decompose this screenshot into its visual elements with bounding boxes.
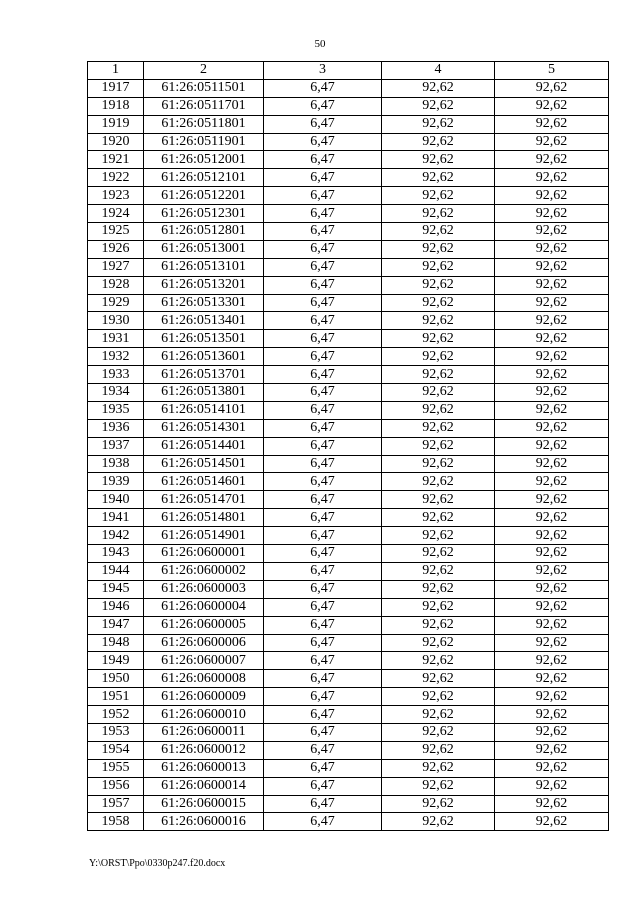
table-row — [88, 205, 609, 223]
value-col4-cell: 92,62 — [382, 151, 495, 169]
cadastral-number-cell: 61:26:0511801 — [144, 115, 264, 133]
value-col5-cell: 92,62 — [495, 294, 609, 312]
value-col4-cell: 92,62 — [382, 115, 495, 133]
row-number-cell: 1937 — [88, 437, 144, 455]
value-col3-cell: 6,47 — [264, 276, 382, 294]
value-col5-cell: 92,62 — [495, 616, 609, 634]
value-col5-cell: 92,62 — [495, 437, 609, 455]
footer-file-path: Y:\ORST\Ppo\0330p247.f20.docx — [89, 858, 226, 869]
row-number-cell: 1948 — [88, 634, 144, 652]
value-col3-cell: 6,47 — [264, 723, 382, 741]
cadastral-number-cell: 61:26:0600012 — [144, 741, 264, 759]
table-row — [88, 562, 609, 580]
row-number-cell: 1918 — [88, 97, 144, 115]
table-row — [88, 276, 609, 294]
value-col4-cell: 92,62 — [382, 598, 495, 616]
value-col4-cell: 92,62 — [382, 79, 495, 97]
value-col3-cell: 6,47 — [264, 509, 382, 527]
value-col4-cell: 92,62 — [382, 562, 495, 580]
value-col4-cell: 92,62 — [382, 616, 495, 634]
table-row — [88, 759, 609, 777]
row-number-cell: 1929 — [88, 294, 144, 312]
row-number-cell: 1955 — [88, 759, 144, 777]
value-col4-cell: 92,62 — [382, 348, 495, 366]
cadastral-number-cell: 61:26:0600014 — [144, 777, 264, 795]
row-number-cell: 1949 — [88, 652, 144, 670]
value-col4-cell: 92,62 — [382, 330, 495, 348]
value-col4-cell: 92,62 — [382, 634, 495, 652]
value-col5-cell: 92,62 — [495, 169, 609, 187]
cadastral-number-cell: 61:26:0512301 — [144, 205, 264, 223]
table-row — [88, 419, 609, 437]
table-header-row — [88, 62, 609, 80]
row-number-cell: 1927 — [88, 258, 144, 276]
value-col3-cell: 6,47 — [264, 223, 382, 241]
value-col4-cell: 92,62 — [382, 706, 495, 724]
value-col3-cell: 6,47 — [264, 151, 382, 169]
row-number-cell: 1942 — [88, 527, 144, 545]
table-row — [88, 187, 609, 205]
table-row — [88, 813, 609, 831]
value-col4-cell: 92,62 — [382, 276, 495, 294]
cadastral-number-cell: 61:26:0600008 — [144, 670, 264, 688]
value-col3-cell: 6,47 — [264, 473, 382, 491]
value-col4-cell: 92,62 — [382, 169, 495, 187]
value-col3-cell: 6,47 — [264, 258, 382, 276]
row-number-cell: 1922 — [88, 169, 144, 187]
row-number-cell: 1956 — [88, 777, 144, 795]
cadastral-number-cell: 61:26:0514501 — [144, 455, 264, 473]
column-header-2: 2 — [144, 62, 264, 80]
row-number-cell: 1926 — [88, 240, 144, 258]
value-col4-cell: 92,62 — [382, 240, 495, 258]
table-row — [88, 97, 609, 115]
value-col5-cell: 92,62 — [495, 759, 609, 777]
value-col4-cell: 92,62 — [382, 312, 495, 330]
value-col3-cell: 6,47 — [264, 366, 382, 384]
table-row — [88, 330, 609, 348]
value-col5-cell: 92,62 — [495, 795, 609, 813]
value-col5-cell: 92,62 — [495, 133, 609, 151]
value-col4-cell: 92,62 — [382, 688, 495, 706]
value-col3-cell: 6,47 — [264, 634, 382, 652]
value-col5-cell: 92,62 — [495, 330, 609, 348]
row-number-cell: 1953 — [88, 723, 144, 741]
value-col5-cell: 92,62 — [495, 545, 609, 563]
value-col4-cell: 92,62 — [382, 223, 495, 241]
value-col5-cell: 92,62 — [495, 187, 609, 205]
value-col5-cell: 92,62 — [495, 97, 609, 115]
row-number-cell: 1940 — [88, 491, 144, 509]
cadastral-number-cell: 61:26:0600013 — [144, 759, 264, 777]
cadastral-number-cell: 61:26:0511501 — [144, 79, 264, 97]
value-col4-cell: 92,62 — [382, 205, 495, 223]
row-number-cell: 1931 — [88, 330, 144, 348]
value-col4-cell: 92,62 — [382, 366, 495, 384]
value-col4-cell: 92,62 — [382, 419, 495, 437]
value-col3-cell: 6,47 — [264, 580, 382, 598]
table-row — [88, 527, 609, 545]
column-header-5: 5 — [495, 62, 609, 80]
value-col5-cell: 92,62 — [495, 115, 609, 133]
table-row — [88, 491, 609, 509]
value-col4-cell: 92,62 — [382, 187, 495, 205]
value-col5-cell: 92,62 — [495, 401, 609, 419]
value-col5-cell: 92,62 — [495, 276, 609, 294]
value-col3-cell: 6,47 — [264, 491, 382, 509]
table-row — [88, 223, 609, 241]
value-col4-cell: 92,62 — [382, 670, 495, 688]
value-col4-cell: 92,62 — [382, 759, 495, 777]
row-number-cell: 1921 — [88, 151, 144, 169]
data-table — [87, 61, 609, 831]
row-number-cell: 1933 — [88, 366, 144, 384]
value-col3-cell: 6,47 — [264, 330, 382, 348]
value-col5-cell: 92,62 — [495, 813, 609, 831]
cadastral-number-cell: 61:26:0600010 — [144, 706, 264, 724]
value-col3-cell: 6,47 — [264, 97, 382, 115]
table-row — [88, 795, 609, 813]
value-col4-cell: 92,62 — [382, 527, 495, 545]
value-col3-cell: 6,47 — [264, 795, 382, 813]
value-col3-cell: 6,47 — [264, 527, 382, 545]
row-number-cell: 1946 — [88, 598, 144, 616]
column-header-4: 4 — [382, 62, 495, 80]
row-number-cell: 1924 — [88, 205, 144, 223]
cadastral-number-cell: 61:26:0600011 — [144, 723, 264, 741]
value-col5-cell: 92,62 — [495, 580, 609, 598]
page-number: 50 — [314, 38, 326, 50]
cadastral-number-cell: 61:26:0511901 — [144, 133, 264, 151]
table-row — [88, 473, 609, 491]
row-number-cell: 1919 — [88, 115, 144, 133]
value-col3-cell: 6,47 — [264, 652, 382, 670]
table-row — [88, 777, 609, 795]
cadastral-number-cell: 61:26:0513101 — [144, 258, 264, 276]
cadastral-number-cell: 61:26:0600002 — [144, 562, 264, 580]
value-col4-cell: 92,62 — [382, 580, 495, 598]
cadastral-number-cell: 61:26:0513801 — [144, 384, 264, 402]
value-col3-cell: 6,47 — [264, 455, 382, 473]
value-col3-cell: 6,47 — [264, 598, 382, 616]
table-row — [88, 652, 609, 670]
row-number-cell: 1944 — [88, 562, 144, 580]
value-col3-cell: 6,47 — [264, 384, 382, 402]
column-header-3: 3 — [264, 62, 382, 80]
value-col4-cell: 92,62 — [382, 258, 495, 276]
value-col4-cell: 92,62 — [382, 294, 495, 312]
value-col4-cell: 92,62 — [382, 795, 495, 813]
value-col4-cell: 92,62 — [382, 384, 495, 402]
table-row — [88, 706, 609, 724]
cadastral-number-cell: 61:26:0600009 — [144, 688, 264, 706]
value-col5-cell: 92,62 — [495, 706, 609, 724]
cadastral-number-cell: 61:26:0514601 — [144, 473, 264, 491]
cadastral-number-cell: 61:26:0600005 — [144, 616, 264, 634]
table-row — [88, 79, 609, 97]
row-number-cell: 1939 — [88, 473, 144, 491]
value-col5-cell: 92,62 — [495, 384, 609, 402]
table-row — [88, 688, 609, 706]
value-col5-cell: 92,62 — [495, 258, 609, 276]
row-number-cell: 1952 — [88, 706, 144, 724]
table-row — [88, 545, 609, 563]
table-row — [88, 580, 609, 598]
value-col5-cell: 92,62 — [495, 598, 609, 616]
value-col3-cell: 6,47 — [264, 562, 382, 580]
table-row — [88, 258, 609, 276]
value-col3-cell: 6,47 — [264, 706, 382, 724]
cadastral-number-cell: 61:26:0514901 — [144, 527, 264, 545]
cadastral-number-cell: 61:26:0511701 — [144, 97, 264, 115]
row-number-cell: 1938 — [88, 455, 144, 473]
cadastral-number-cell: 61:26:0513301 — [144, 294, 264, 312]
value-col3-cell: 6,47 — [264, 401, 382, 419]
row-number-cell: 1951 — [88, 688, 144, 706]
table-row — [88, 115, 609, 133]
row-number-cell: 1934 — [88, 384, 144, 402]
row-number-cell: 1928 — [88, 276, 144, 294]
value-col5-cell: 92,62 — [495, 670, 609, 688]
value-col5-cell: 92,62 — [495, 205, 609, 223]
value-col4-cell: 92,62 — [382, 401, 495, 419]
table-row — [88, 384, 609, 402]
row-number-cell: 1943 — [88, 545, 144, 563]
value-col5-cell: 92,62 — [495, 527, 609, 545]
row-number-cell: 1941 — [88, 509, 144, 527]
cadastral-number-cell: 61:26:0512101 — [144, 169, 264, 187]
value-col4-cell: 92,62 — [382, 509, 495, 527]
row-number-cell: 1950 — [88, 670, 144, 688]
value-col4-cell: 92,62 — [382, 545, 495, 563]
table-row — [88, 616, 609, 634]
value-col5-cell: 92,62 — [495, 723, 609, 741]
table-row — [88, 634, 609, 652]
value-col5-cell: 92,62 — [495, 348, 609, 366]
cadastral-number-cell: 61:26:0600001 — [144, 545, 264, 563]
cadastral-number-cell: 61:26:0513601 — [144, 348, 264, 366]
value-col3-cell: 6,47 — [264, 616, 382, 634]
table-row — [88, 437, 609, 455]
table-row — [88, 240, 609, 258]
value-col3-cell: 6,47 — [264, 187, 382, 205]
table-row — [88, 455, 609, 473]
table-row — [88, 169, 609, 187]
cadastral-number-cell: 61:26:0600015 — [144, 795, 264, 813]
value-col3-cell: 6,47 — [264, 813, 382, 831]
table-row — [88, 133, 609, 151]
table-row — [88, 348, 609, 366]
cadastral-number-cell: 61:26:0513201 — [144, 276, 264, 294]
value-col3-cell: 6,47 — [264, 115, 382, 133]
value-col3-cell: 6,47 — [264, 419, 382, 437]
value-col3-cell: 6,47 — [264, 741, 382, 759]
value-col4-cell: 92,62 — [382, 437, 495, 455]
value-col3-cell: 6,47 — [264, 688, 382, 706]
row-number-cell: 1945 — [88, 580, 144, 598]
table-row — [88, 151, 609, 169]
table-body — [88, 79, 609, 830]
column-header-1: 1 — [88, 62, 144, 80]
value-col3-cell: 6,47 — [264, 759, 382, 777]
cadastral-number-cell: 61:26:0512801 — [144, 223, 264, 241]
table-row — [88, 670, 609, 688]
value-col5-cell: 92,62 — [495, 223, 609, 241]
value-col4-cell: 92,62 — [382, 777, 495, 795]
value-col5-cell: 92,62 — [495, 741, 609, 759]
value-col4-cell: 92,62 — [382, 133, 495, 151]
table-row — [88, 294, 609, 312]
cadastral-number-cell: 61:26:0600006 — [144, 634, 264, 652]
value-col3-cell: 6,47 — [264, 294, 382, 312]
value-col3-cell: 6,47 — [264, 169, 382, 187]
cadastral-number-cell: 61:26:0600007 — [144, 652, 264, 670]
row-number-cell: 1923 — [88, 187, 144, 205]
cadastral-number-cell: 61:26:0600004 — [144, 598, 264, 616]
table-row — [88, 598, 609, 616]
value-col5-cell: 92,62 — [495, 634, 609, 652]
cadastral-number-cell: 61:26:0512201 — [144, 187, 264, 205]
value-col3-cell: 6,47 — [264, 133, 382, 151]
value-col4-cell: 92,62 — [382, 813, 495, 831]
value-col3-cell: 6,47 — [264, 348, 382, 366]
cadastral-number-cell: 61:26:0514301 — [144, 419, 264, 437]
cadastral-number-cell: 61:26:0512001 — [144, 151, 264, 169]
value-col5-cell: 92,62 — [495, 312, 609, 330]
value-col5-cell: 92,62 — [495, 652, 609, 670]
cadastral-number-cell: 61:26:0514101 — [144, 401, 264, 419]
row-number-cell: 1930 — [88, 312, 144, 330]
value-col4-cell: 92,62 — [382, 455, 495, 473]
value-col3-cell: 6,47 — [264, 240, 382, 258]
value-col5-cell: 92,62 — [495, 688, 609, 706]
cadastral-number-cell: 61:26:0600016 — [144, 813, 264, 831]
row-number-cell: 1957 — [88, 795, 144, 813]
row-number-cell: 1935 — [88, 401, 144, 419]
cadastral-number-cell: 61:26:0513001 — [144, 240, 264, 258]
cadastral-number-cell: 61:26:0513701 — [144, 366, 264, 384]
value-col4-cell: 92,62 — [382, 491, 495, 509]
value-col5-cell: 92,62 — [495, 151, 609, 169]
value-col4-cell: 92,62 — [382, 723, 495, 741]
row-number-cell: 1932 — [88, 348, 144, 366]
row-number-cell: 1917 — [88, 79, 144, 97]
value-col5-cell: 92,62 — [495, 509, 609, 527]
value-col4-cell: 92,62 — [382, 652, 495, 670]
value-col5-cell: 92,62 — [495, 240, 609, 258]
cadastral-number-cell: 61:26:0600003 — [144, 580, 264, 598]
table-row — [88, 741, 609, 759]
row-number-cell: 1925 — [88, 223, 144, 241]
table-row — [88, 366, 609, 384]
value-col3-cell: 6,47 — [264, 312, 382, 330]
table-row — [88, 312, 609, 330]
value-col3-cell: 6,47 — [264, 670, 382, 688]
cadastral-number-cell: 61:26:0513401 — [144, 312, 264, 330]
value-col5-cell: 92,62 — [495, 473, 609, 491]
value-col5-cell: 92,62 — [495, 455, 609, 473]
value-col4-cell: 92,62 — [382, 741, 495, 759]
cadastral-number-cell: 61:26:0514401 — [144, 437, 264, 455]
row-number-cell: 1936 — [88, 419, 144, 437]
table-row — [88, 723, 609, 741]
value-col4-cell: 92,62 — [382, 97, 495, 115]
row-number-cell: 1920 — [88, 133, 144, 151]
value-col4-cell: 92,62 — [382, 473, 495, 491]
cadastral-number-cell: 61:26:0513501 — [144, 330, 264, 348]
row-number-cell: 1947 — [88, 616, 144, 634]
value-col3-cell: 6,47 — [264, 79, 382, 97]
value-col5-cell: 92,62 — [495, 366, 609, 384]
value-col3-cell: 6,47 — [264, 437, 382, 455]
value-col5-cell: 92,62 — [495, 491, 609, 509]
value-col3-cell: 6,47 — [264, 545, 382, 563]
value-col3-cell: 6,47 — [264, 777, 382, 795]
table-row — [88, 401, 609, 419]
value-col5-cell: 92,62 — [495, 79, 609, 97]
value-col5-cell: 92,62 — [495, 777, 609, 795]
value-col5-cell: 92,62 — [495, 419, 609, 437]
cadastral-number-cell: 61:26:0514701 — [144, 491, 264, 509]
row-number-cell: 1958 — [88, 813, 144, 831]
value-col3-cell: 6,47 — [264, 205, 382, 223]
table-row — [88, 509, 609, 527]
row-number-cell: 1954 — [88, 741, 144, 759]
value-col5-cell: 92,62 — [495, 562, 609, 580]
cadastral-number-cell: 61:26:0514801 — [144, 509, 264, 527]
